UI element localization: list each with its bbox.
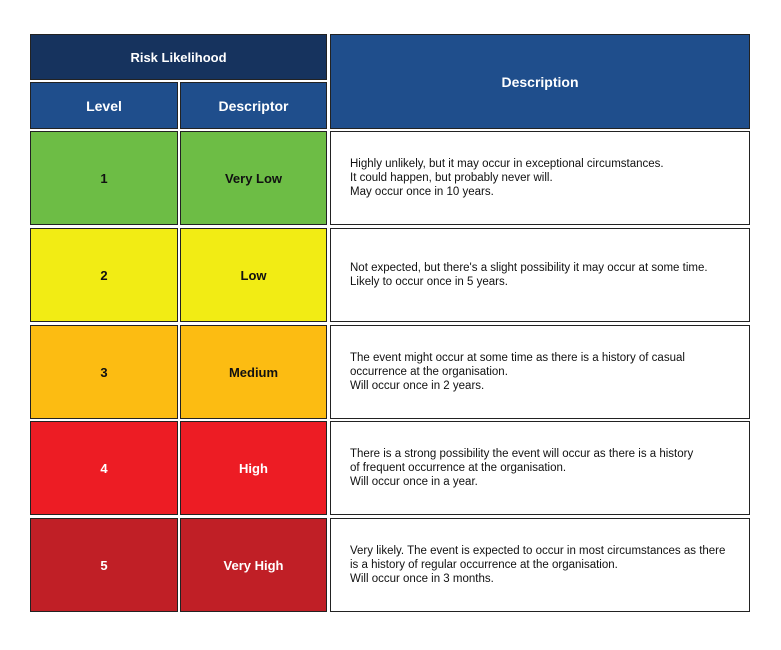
description-line: occurrence at the organisation. <box>350 366 508 378</box>
level-cell: 5 <box>30 518 178 612</box>
description-line: May occur once in 10 years. <box>350 186 494 198</box>
level-cell: 4 <box>30 421 178 515</box>
description-line: is a history of regular occurrence at the organisation. <box>350 559 618 571</box>
description-header: Description <box>330 34 750 129</box>
level-cell: 3 <box>30 325 178 419</box>
level-header: Level <box>30 82 178 129</box>
description-line: Not expected, but there's a slight possibility it may occur at some time. <box>350 262 708 274</box>
description-line: The event might occur at some time as there is a history of casual <box>350 352 685 364</box>
description-line: There is a strong possibility the event will occur as there is a history <box>350 448 694 460</box>
description-line: Will occur once in 2 years. <box>350 380 485 392</box>
description-line: Highly unlikely, but it may occur in exceptional circumstances. <box>350 158 664 170</box>
description-line: Likely to occur once in 5 years. <box>350 276 508 288</box>
level-cell: 2 <box>30 228 178 322</box>
description-cell <box>330 518 750 612</box>
level-cell: 1 <box>30 131 178 225</box>
description-cell <box>330 228 750 322</box>
descriptor-cell: Very High <box>180 518 327 612</box>
description-line: Very likely. The event is expected to occur in most circumstances as there <box>350 545 726 557</box>
description-cell <box>330 325 750 419</box>
description-line: Will occur once in 3 months. <box>350 573 494 585</box>
descriptor-cell: Medium <box>180 325 327 419</box>
descriptor-cell: High <box>180 421 327 515</box>
description-line: Will occur once in a year. <box>350 476 478 488</box>
descriptor-cell: Low <box>180 228 327 322</box>
description-line: It could happen, but probably never will. <box>350 172 553 184</box>
descriptor-cell: Very Low <box>180 131 327 225</box>
risk-likelihood-header: Risk Likelihood <box>30 34 327 80</box>
descriptor-header: Descriptor <box>180 82 327 129</box>
description-cell <box>330 421 750 515</box>
description-line: of frequent occurrence at the organisation. <box>350 462 567 474</box>
description-cell <box>330 131 750 225</box>
